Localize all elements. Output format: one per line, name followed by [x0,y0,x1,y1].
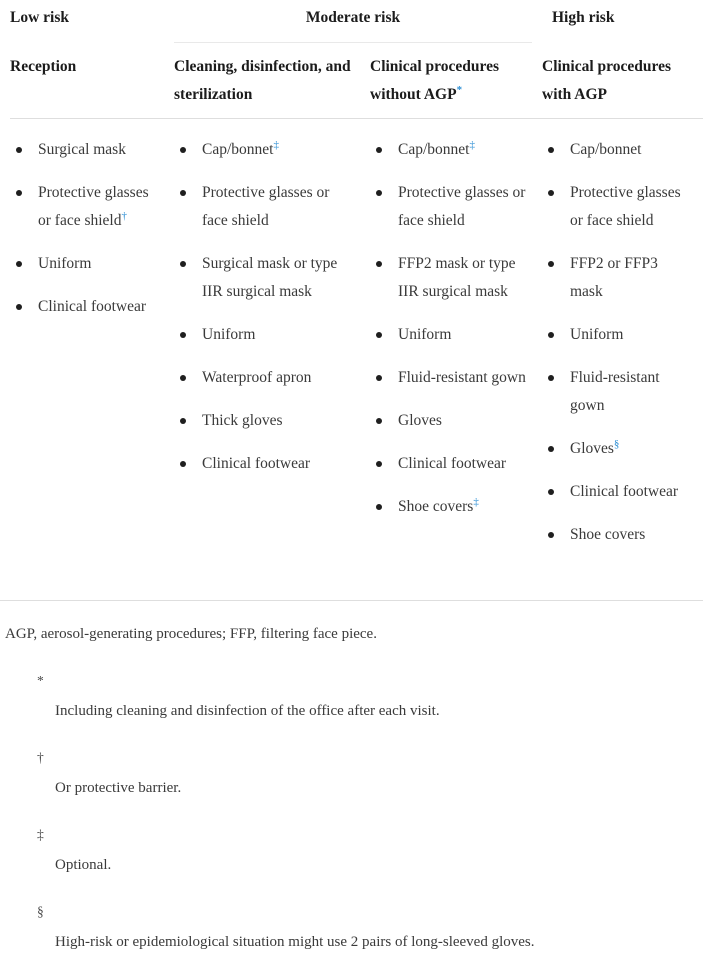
bullet-icon [180,461,186,467]
bullet-icon [376,418,382,424]
column-header-label: Clinical procedures without AGP [370,58,500,103]
bullet-icon [376,375,382,381]
list-item-label: FFP2 mask or type IIR surgical mask [398,255,516,300]
list-item [542,478,691,506]
list-item [10,250,162,278]
footnote-marker-ref: † [121,209,127,222]
footnotes-section [10,671,703,953]
list-item [542,250,691,306]
bullet-icon [548,446,554,452]
bullet-icon [180,375,186,381]
list-item-label: Uniform [570,326,624,343]
bullet-icon [180,261,186,267]
list-item-label: Surgical mask or type IIR surgical mask [202,255,338,300]
column-header-4 [542,53,703,109]
footnote-marker: * [37,673,44,688]
list-item-label: Shoe covers [570,526,646,543]
footnote-item [10,902,703,953]
bullet-icon [548,375,554,381]
list-item [174,136,358,164]
footnote-item [10,825,703,876]
footnote-marker: † [37,750,44,765]
list-item [370,321,530,349]
list-item [10,293,162,321]
bullet-icon [376,147,382,153]
list-item-label: Gloves§ [570,437,620,457]
bullet-icon [376,190,382,196]
column-header-label: Cleaning, disinfection, and sterilization [174,58,351,103]
list-item-label: Surgical mask [38,141,126,158]
column-items-3 [370,136,542,564]
footnote-marker-ref: ‡ [473,495,479,508]
footnote-marker: ‡ [37,827,44,842]
list-item-label: Clinical footwear [570,483,679,500]
bullet-icon [376,461,382,467]
bullet-icon [16,147,22,153]
list-item [174,407,358,435]
bullet-icon [548,532,554,538]
list-item-label: Thick gloves [202,412,283,429]
list-item-label: Uniform [202,326,256,343]
list-item-label: Protective glasses or face shield [202,184,330,229]
abbreviations-note: AGP, aerosol-generating procedures; FFP, filtering face piece. [5,626,377,642]
list-item [370,407,530,435]
bullet-icon [16,190,22,196]
list-item-label: Protective glasses or face shield [398,184,526,229]
footnote-marker: § [37,904,44,919]
bullet-icon [548,261,554,267]
column-header-label: Reception [10,58,77,75]
footnote-item [10,748,703,799]
list-item-label: Waterproof apron [202,369,312,386]
footnote-marker-ref: ‡ [469,138,475,151]
list-item [542,364,691,420]
list-item-label: Cap/bonnet‡ [202,138,279,158]
list-item [174,321,358,349]
list-item-label: Uniform [38,255,92,272]
list-item-label: Cap/bonnet‡ [398,138,475,158]
list-item-label: Protective glasses or face shield [570,184,681,229]
list-item-label: Clinical footwear [38,298,147,315]
list-item [174,250,358,306]
bullet-icon [376,261,382,267]
bullet-icon [376,332,382,338]
column-header-2 [174,53,370,109]
footnote-text: Or protective barrier. [55,780,182,796]
column-header-1 [10,53,174,109]
list-item [542,136,691,164]
risk-header-low: Low risk [10,9,69,26]
list-item [370,179,530,235]
bullet-icon [180,147,186,153]
list-item-label: Gloves [398,412,442,429]
column-items-4 [542,136,703,564]
column-items-1 [10,136,174,564]
list-item [370,136,530,164]
list-item [370,493,530,521]
footnote-text: High-risk or epidemiological situation might use 2 pairs of long-sleeved gloves. [55,934,535,950]
table-body [10,119,703,564]
bullet-icon [180,418,186,424]
list-item-label: Shoe covers‡ [398,495,479,515]
footer-divider [0,600,703,601]
risk-level-header-row [10,0,703,43]
list-item-label: Clinical footwear [398,455,507,472]
column-items-2 [174,136,370,564]
list-item-label: Fluid-resistant gown [398,369,526,386]
bullet-icon [548,332,554,338]
list-item-label: Protective glasses or face shield† [38,184,149,229]
bullet-icon [180,332,186,338]
footnote-marker-ref: § [613,437,620,450]
list-item-label: Clinical footwear [202,455,311,472]
column-header-label: Clinical procedures with AGP [542,58,672,103]
column-header-3 [370,53,542,109]
bullet-icon [548,190,554,196]
list-item-label: Cap/bonnet [570,141,642,158]
list-item [370,250,530,306]
footnote-item [10,671,703,722]
list-item [542,521,691,549]
risk-header-high: High risk [552,9,615,26]
risk-header-moderate: Moderate risk [174,7,532,43]
bullet-icon [548,147,554,153]
footnote-marker-ref: * [456,83,463,96]
list-item-label: Fluid-resistant gown [570,369,660,414]
bullet-icon [16,304,22,310]
list-item [370,364,530,392]
list-item [174,364,358,392]
list-item [10,136,162,164]
list-item-label: FFP2 or FFP3 mask [570,255,658,300]
list-item-label: Uniform [398,326,452,343]
bullet-icon [548,489,554,495]
bullet-icon [16,261,22,267]
column-header-row [10,43,703,119]
footnote-text: Optional. [55,857,112,873]
footnote-marker-ref: ‡ [273,138,279,151]
list-item [542,435,691,463]
bullet-icon [180,190,186,196]
list-item [370,450,530,478]
list-item [542,321,691,349]
bullet-icon [376,504,382,510]
list-item [10,179,162,235]
footnote-text: Including cleaning and disinfection of the office after each visit. [55,703,440,719]
list-item [174,450,358,478]
list-item [542,179,691,235]
list-item [174,179,358,235]
